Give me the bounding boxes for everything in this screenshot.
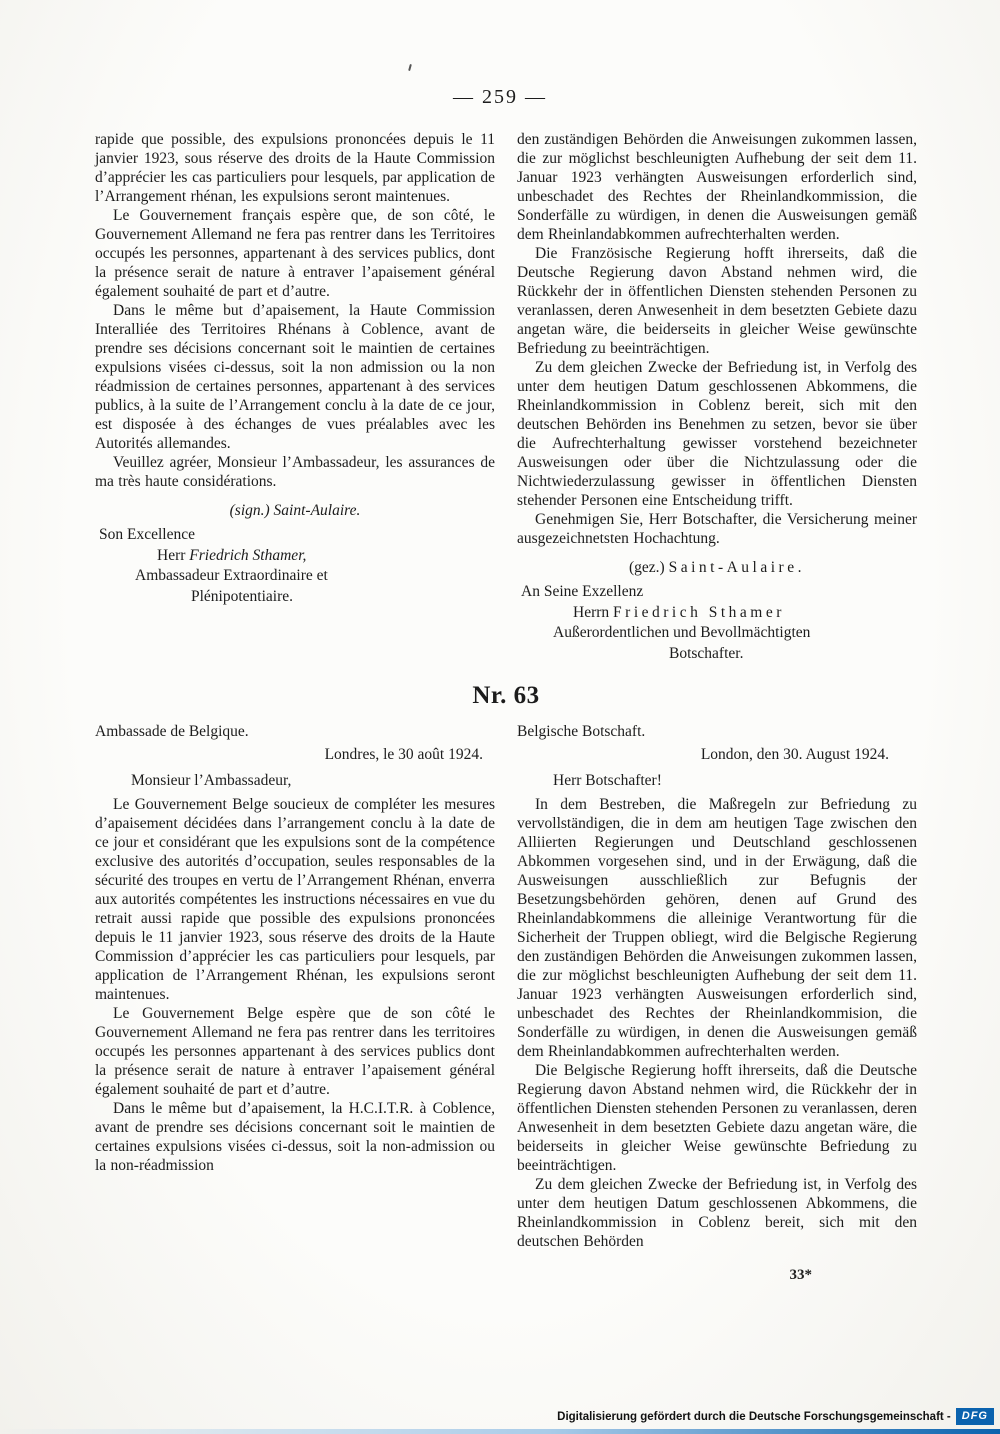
paragraph-fr62-4: Veuillez agréer, Monsieur l’Ambassadeur, les assurances de ma très haute considérations.: [95, 454, 495, 490]
paragraph-fr62-2: Le Gouvernement français espère que, de son côté, le Gouvernement Allemand ne fera pas rentrer dans les Territoires occupés les personnes, appartenant à des services publics, dont la présence serait de nature à entraver l’apaisement général également souhaité de part et d’autre.: [95, 207, 495, 300]
address-line: [517, 603, 917, 624]
address-line: Plénipotentiaire.: [191, 587, 294, 605]
dateline: London, den 30. August 1924.: [700, 746, 889, 763]
paragraph-de62-1: den zuständigen Behörden die Anweisungen zukommen lassen, die zur möglichst beschleunigten Aufhebung der seit dem 11. Januar 1923 verhängten Ausweisungen erforderlich sind, unbeschadet des Rechtes der Rheinlandkommission, die Sonderfälle zu würdigen, in denen die Ausweisungen gemäß dem Rheinlandabkommen aufrechterhalten werden.: [517, 131, 917, 243]
address-line: [95, 546, 495, 567]
signature-line-de: [517, 558, 917, 578]
paragraph-fr63-1: Le Gouvernement Belge soucieux de compléter les mesures d’apaisement décidées dans l’arrangement conclu à la date de ce jour et considérant que les expulsions sont de la compétence exclusive des autorités d’occupation, seules responsables de la sécurité des troupes en vertu de l’Arrangement Rhénan, enverra aux autorités compétentes les instructions nécessaires en vue du retrait aussi rapide que possible des expulsions prononcées depuis le 11 janvier 1923, sous réserve des droits de la Haute Commission d’apprécier les cas particuliers pour lesquels, par application de l’Arrangement Rhénan, les expulsions seront maintenues.: [95, 796, 495, 1003]
paragraph-de62-3: Zu dem gleichen Zwecke der Befriedung ist, in Verfolg des unter dem heutigen Datum geschlossenen Abkommens, die Rheinlandkommission in Coblenz bereit, sich mit den deutschen Behörden ins Benehmen zu setzen, bevor sie über die Aufrechterhaltung gewisser vorstehend bezeichneter Ausweisungen oder über die Nichtzulassung oder die Nichtwiederzulassung gewisser in öffentlichen Diensten stehender Personen eine Entscheidung trifft.: [517, 359, 917, 509]
address-prefix: Herr: [157, 546, 190, 564]
addressee-name: Friedrich Sthamer,: [189, 546, 307, 564]
sender-line: Belgische Botschaft.: [517, 723, 646, 740]
signature-prefix: (gez.): [629, 559, 665, 576]
address-line: An Seine Exzellenz: [521, 583, 644, 600]
doc63-french-column: [95, 722, 495, 1284]
paragraph-fr62-3: Dans le même but d’apaisement, la Haute Commission Interalliée des Territoires Rhénans à Coblence, avant de prendre ses décisions concernant soit le maintien de certaines expulsions visées ci-dessus, soit la non admission ou la non réadmission de certaines personnes, appartenant à des services publics, à la suite de l’Arrangement conclu à la date de ce jour, est disposée à des échanges de vues préalables avec les Autorités allemandes.: [95, 302, 495, 452]
paragraph-de62-4: Genehmigen Sie, Herr Botschafter, die Versicherung meiner ausgezeichnetsten Hochachtung.: [517, 511, 917, 547]
paragraph-fr62-1: rapide que possible, des expulsions prononcées depuis le 11 janvier 1923, sous réserve des droits de la Haute Commission d’apprécier les cas particuliers pour lesquels, par application de l’Arrangement rhénan, les expulsions seront maintenues.: [95, 131, 495, 205]
doc62-french-column: [95, 130, 495, 664]
doc62-columns: [95, 130, 917, 664]
paragraph-de63-2: Die Belgische Regierung hofft ihrerseits, daß die Deutsche Regierung davon Abstand nehmen wird, die Rückkehr der in öffentlichen Diensten stehenden Personen zu veranlassen, deren Anwesenheit in dem besetzten Gebiete dazu angetan wäre, die beiderseits in gleicher Weise gewünschte Befriedung zu beeinträchtigen.: [517, 1062, 917, 1174]
dfg-logo: DFG: [956, 1408, 994, 1425]
signature-line-fr: [95, 501, 495, 521]
signature-name: Saint-Aulaire.: [273, 502, 361, 519]
address-line: Botschafter.: [669, 644, 744, 662]
address-line: Son Excellence: [99, 526, 195, 543]
page-number: — 259 —: [453, 86, 547, 108]
address-block-fr: [95, 525, 495, 607]
paragraph-de63-3: Zu dem gleichen Zwecke der Befriedung ist, in Verfolg des unter dem heutigen Datum geschlossenen Abkommens, die Rheinlandkommission in Coblenz bereit, sich mit den deutschen Behörden: [517, 1176, 917, 1250]
doc63-columns: [95, 722, 917, 1284]
scan-artifact: [408, 64, 412, 71]
paragraph-fr63-2: Le Gouvernement Belge espère que de son côté le Gouvernement Allemand ne fera pas rentrer dans les territoires occupés les personnes appartenant à des services publics dont la présence serait de nature à entraver l’apaisement général également souhaité de part et d’autre.: [95, 1005, 495, 1098]
digitization-footer: [557, 1408, 994, 1425]
signature-prefix: (sign.): [229, 502, 270, 519]
address-block-de: [517, 582, 917, 664]
paragraph-de62-2: Die Französische Regierung hofft ihrerseits, daß die Deutsche Regierung davon Abstand nehmen wird, die Rückkehr der in öffentlichen Diensten stehenden Personen zu veranlassen, deren Anwesenheit in dem besetzten Gebiete dazu angetan wäre, die beiderseits in gleicher Weise gewünschte Befriedung zu beeinträchtigen.: [517, 245, 917, 357]
paragraph-de63-1: In dem Bestreben, die Maßregeln zur Befriedung zu vervollständigen, die in dem am heutigen Tage zwischen den Alliierten Regierungen und Deutschland geschlossenen Abkommen vorgesehen sind, und in der Erwägung, daß die Ausweisungen ausschließlich zur Befugnis der Besetzungsbehörden gehören, denen auf Grund des Rheinlandabkommens die alleinige Verantwortung für die Sicherheit der Truppen obliegt, wird die Belgische Regierung den zuständigen Behörden die Anweisungen zukommen lassen, die zur möglichst beschleunigten Aufhebung der seit dem 11. Januar 1923 verhängten Ausweisungen erforderlich sind, unbeschadet des Rechtes der Rheinlandkommision, die Sonderfälle zu würdigen, in denen die Ausweisungen gemäß dem Rheinlandabkommen aufrechterhalten werden.: [517, 796, 917, 1060]
salutation: Herr Botschafter!: [553, 772, 662, 789]
page-content: [95, 130, 917, 1284]
address-prefix: Herrn: [573, 603, 614, 621]
addressee-name: Friedrich Sthamer: [613, 603, 785, 621]
address-line: Außerordentlichen und Bevollmächtigten: [553, 624, 811, 641]
digitization-note: Digitalisierung gefördert durch die Deutsche Forschungsgemeinschaft -: [557, 1410, 951, 1423]
dateline: Londres, le 30 août 1924.: [324, 746, 483, 763]
paragraph-fr63-3: Dans le même but d’apaisement, la H.C.I.T.R. à Coblence, avant de prendre ses décisions concernant soit le maintien de certaines expulsions visées ci-dessus, soit la non-admission ou la non-réadmission: [95, 1100, 495, 1174]
signature-name: Saint-Aulaire.: [668, 559, 805, 576]
doc62-german-column: [517, 130, 917, 664]
scan-edge-bar: [0, 1429, 1000, 1434]
salutation: Monsieur l’Ambassadeur,: [131, 772, 292, 789]
sheet-signature-mark: 33*: [789, 1267, 812, 1283]
document-heading: Nr. 63: [472, 682, 540, 709]
address-line: Ambassadeur Extraordinaire et: [135, 567, 328, 584]
doc63-german-column: [517, 722, 917, 1284]
sender-line: Ambassade de Belgique.: [95, 723, 249, 740]
